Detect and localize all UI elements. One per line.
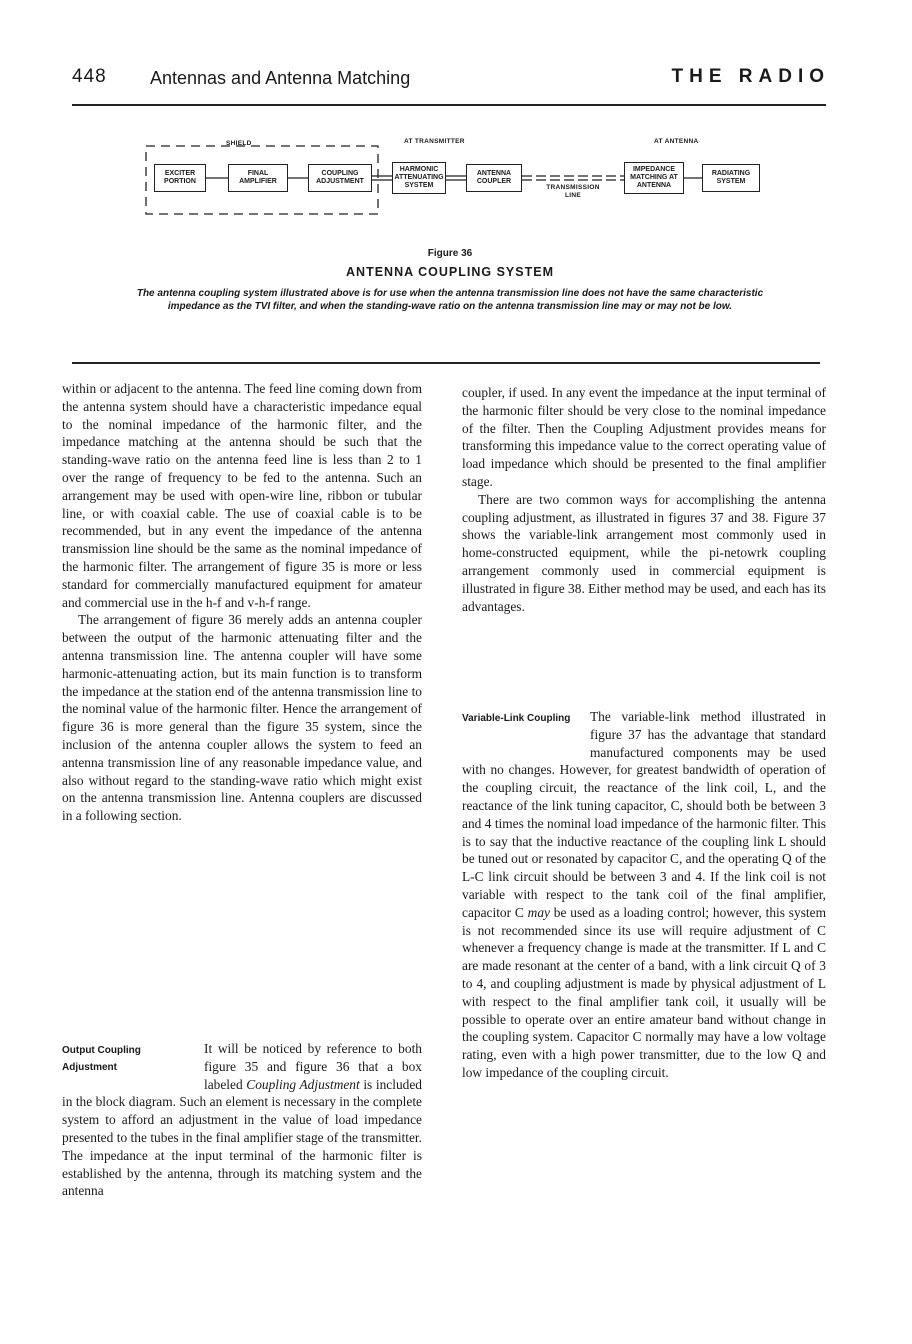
at-antenna-label: AT ANTENNA xyxy=(654,138,699,145)
output-coupling-text-rest: is included in the block diagram. Such an element is necessary in the complete system to afford an adjustment in the value of load impedance presented to the tubes in the final amplifier stage of the transmitter. The impedance at the input terminal of the harmonic filter is established by the antenna, through its matching system and the antenna xyxy=(62,1076,422,1199)
book-title: THE RADIO xyxy=(671,66,830,87)
figure-caption xyxy=(100,248,800,313)
transmission-line-label: TRANSMISSION LINE xyxy=(546,184,600,199)
page-header xyxy=(72,64,832,104)
exciter-block: EXCITER PORTION xyxy=(154,164,206,192)
variable-link-paragraph xyxy=(462,708,826,1082)
variable-link-heading: Variable-Link Coupling xyxy=(462,713,571,724)
running-title: Antennas and Antenna Matching xyxy=(150,68,411,88)
radiating-system-block: RADIATING SYSTEM xyxy=(702,164,760,192)
right-paragraph-1: coupler, if used. In any event the impedance at the input terminal of the harmonic filter should be very close to the nominal impedance of the filter. Then the Coupling Adjustment provides means for transforming this impedance value to the correct operating value of load impedance which should be presented to the final amplifier stage. xyxy=(462,385,826,489)
caption-rule xyxy=(72,362,820,364)
right-paragraph-2: There are two common ways for accomplishing the antenna coupling adjustment, as illustrated in figures 37 and 38. Figure 37 shows the variable-link arrangement most commonly used in home-constructed equipment, while the pi-netowrk coupling arrangement commonly used in commercial equipment is illustrated in figure 38. Either method may be used, and each has its advantages. xyxy=(462,491,826,614)
left-paragraph-2: The arrangement of figure 36 merely adds an antenna coupler between the output of the harmonic attenuating filter and the antenna transmission line. The antenna coupler will have some harmonic-attenuating action, but its main function is to transform the impedance at the station end of the antenna transmission line to the nominal value of the harmonic filter. Hence the arrangement of figure 36 is more general than the figure 35 system, since the inclusion of the antenna coupler allows the system to feed an antenna transmission line of any reasonable impedance value, and also without regard to the standing-wave ratio which might exist on the antenna transmission line. Antenna couplers are discussed in a following section. xyxy=(62,612,422,824)
block-diagram xyxy=(140,132,780,242)
harmonic-attenuating-block: HARMONIC ATTENUATING SYSTEM xyxy=(392,162,446,194)
output-coupling-heading: Output Coupling Adjustment xyxy=(62,1045,141,1073)
final-amplifier-block: FINAL AMPLIFIER xyxy=(228,164,288,192)
figure-description: The antenna coupling system illustrated above is for use when the antenna transmission line does not have the same characteristic impedance as the TVI filter, and when the standing-wave ratio on the antenna transmission line may or may not be low. xyxy=(136,288,764,312)
variable-link-section xyxy=(462,708,826,1082)
output-coupling-italic: Coupling Adjustment xyxy=(246,1076,360,1092)
figure-title: ANTENNA COUPLING SYSTEM xyxy=(346,265,554,279)
left-paragraph-1: within or adjacent to the antenna. The feed line coming down from the antenna system should have a characteristic impedance equal to the nominal impedance of the harmonic filter, and the impedance matching at the antenna should be such that the standing-wave ratio on the antenna feed line is less than 2 to 1 over the range of frequency to be fed to the antenna. Such an arrangement may be used with open-wire line, ribbon or tubular line, or with coaxial cable. The use of coaxial cable is to be recommended, but in any event the impedance of the antenna transmission line should be the same as the nominal impedance of the harmonic filter. The arrangement of figure 35 is more or less standard for commercially manufactured equipment for amateur and commercial use in the h-f and v-h-f range. xyxy=(62,381,422,610)
shield-label: SHIELD xyxy=(226,140,252,147)
variable-link-italic: may xyxy=(527,904,550,920)
at-transmitter-label: AT TRANSMITTER xyxy=(404,138,465,145)
header-rule xyxy=(72,104,826,106)
right-column xyxy=(462,384,826,615)
output-coupling-text-lead: It will be noticed by reference to both figure 35 and figure 36 that a box labeled xyxy=(204,1041,422,1092)
left-column xyxy=(62,380,422,825)
variable-link-text-lead: The variable-link method illustrated in figure 37 has the advantage that standard manufactured components may be used with no changes. However, for greatest bandwidth of operation of the coupling circuit, the reactance of the link coil, L, and the reactance of the link tuning capacitor, C, should both be between 3 and 4 times the nominal load impedance of the harmonic filter. This is to say that the inductive reactance of the coupling link L should be tuned out or resonated by capacitor C, and the operating Q of the L-C link circuit should be between 3 and 4. If the link coil is not variable with respect to the tank coil of the final amplifier, capacitor C xyxy=(462,709,826,920)
page-number: 448 xyxy=(72,66,107,87)
coupling-adjustment-block: COUPLING ADJUSTMENT xyxy=(308,164,372,192)
impedance-matching-block: IMPEDANCE MATCHING AT ANTENNA xyxy=(624,162,684,194)
antenna-coupler-block: ANTENNA COUPLER xyxy=(466,164,522,192)
figure-number: Figure 36 xyxy=(427,248,473,259)
variable-link-text-rest: be used as a loading control; however, this system is not recommended since its use will require adjustment of C whenever a frequency change is made at the transmitter. If L and C are made resonant at the center of a band, with a link circuit Q of 3 to 4, and coupling adjustment is made by physical adjustment of L with respect to the final amplifier tank coil, it usually will be possible to operate over an entire amateur band without change in the coupling system. Capacitor C normally may have a low voltage rating, even with a high power transmitter, due to the low Q and low impedance of the coupling circuit. xyxy=(462,904,826,1080)
